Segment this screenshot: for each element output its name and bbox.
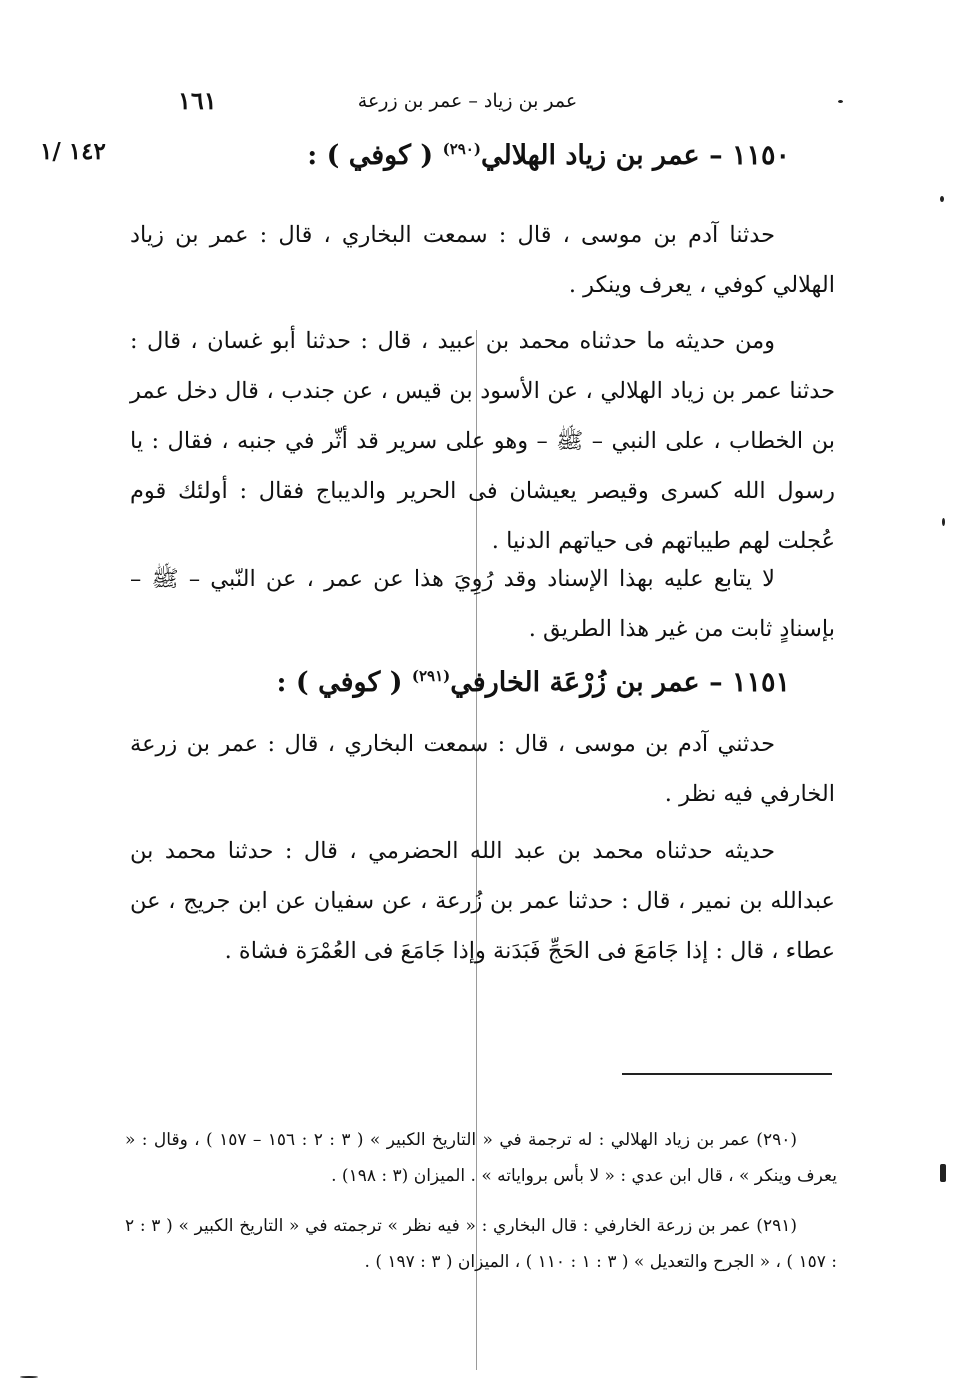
paragraph: حدثنا آدم بن موسى ، قال : سمعت البخاري ، قال : عمر بن زياد الهلالي كوفي ، يعرف وينكر . (130, 222, 835, 298)
entry-number: ١١٥٠ (731, 140, 790, 171)
entry-origin-tag: ( كوفي ) : (307, 140, 434, 171)
scan-speck (942, 518, 945, 526)
entry-name: عمر بن زُرْعَة الخارفي (450, 667, 700, 698)
entry-heading (200, 667, 790, 698)
scan-speck (940, 196, 944, 202)
running-title: عمر بن زياد – عمر بن زرعة (357, 90, 578, 112)
entry-number: ١١٥١ (731, 667, 790, 698)
entry-dash: – (709, 667, 723, 698)
paragraph: ومن حديثه ما حدثناه محمد بن عبيد ، قال : حدثنا أبو غسان ، قال : حدثنا عمر بن زياد الهلالي ، عن الأسود بن قيس ، عن جندب ، قال دخل عمر بن الخطاب ، على النبي – ﷺ – وهو على سرير قد أثّر في جنبه ، فقال : يا رسول الله كسرى وقيصر يعيشان فى الحرير والديباج فقال : أولئك قوم عُجلت لهم طيباتهم فى حياتهم الدنيا . (130, 328, 835, 554)
scan-speck (940, 1164, 946, 1182)
paragraph: لا يتابع عليه بهذا الإسناد وقد رُوِيَ هذا عن عمر ، عن النّبي – ﷺ – بإسنادٍ ثابت من غير هذا الطريق . (130, 566, 835, 642)
paragraph: حديثه حدثناه محمد بن عبد الله الحضرمي ، قال : حدثنا محمد بن عبدالله بن نمير ، قال : حدثنا عمر بن زُرعة ، عن سفيان عن ابن جريج ، عن عطاء ، قال : إذا جَامَعَ فى الحَجِّ فَبَدَنة وإذا جَامَعَ فى العُمْرَة فشاة . (130, 838, 835, 964)
entry-dash: – (709, 140, 723, 171)
footnote: (٢٩١) عمر بن زرعة الخارفي : قال البخاري : « فيه نظر » ترجمته في « التاريخ الكبير » ( ٣ : ٢ : ١٥٧ ) ، « الجرح والتعديل » ( ٣ : ١ : ١١٠ ) ، الميزان ( ٣ : ١٩٧ ) . (125, 1216, 837, 1272)
entry-heading (200, 140, 790, 171)
page-number: ١٦١ (178, 86, 217, 115)
marginal-reference: ١٤٢ /١ (40, 138, 106, 165)
footnote: (٢٩٠) عمر بن زياد الهلالي : له ترجمة في « التاريخ الكبير » ( ٣ : ٢ : ١٥٦ – ١٥٧ ) ، وقال : « يعرف وينكر » ، قال ابن عدي : « لا بأس برواياته » . الميزان (٣ : ١٩٨) . (125, 1130, 837, 1186)
scan-speck (838, 100, 843, 103)
footnote-rule (622, 1073, 832, 1075)
scan-speck (20, 1376, 38, 1378)
entry-name: عمر بن زياد الهلالي (480, 140, 700, 171)
footnote-marker: (٢٩٠) (442, 140, 481, 158)
entry-origin-tag: ( كوفي ) : (276, 667, 403, 698)
paragraph: حدثني آدم بن موسى ، قال : سمعت البخاري ، قال : عمر بن زرعة الخارفي فيه نظر . (130, 731, 835, 807)
footnote-marker: (٢٩١) (411, 667, 451, 685)
